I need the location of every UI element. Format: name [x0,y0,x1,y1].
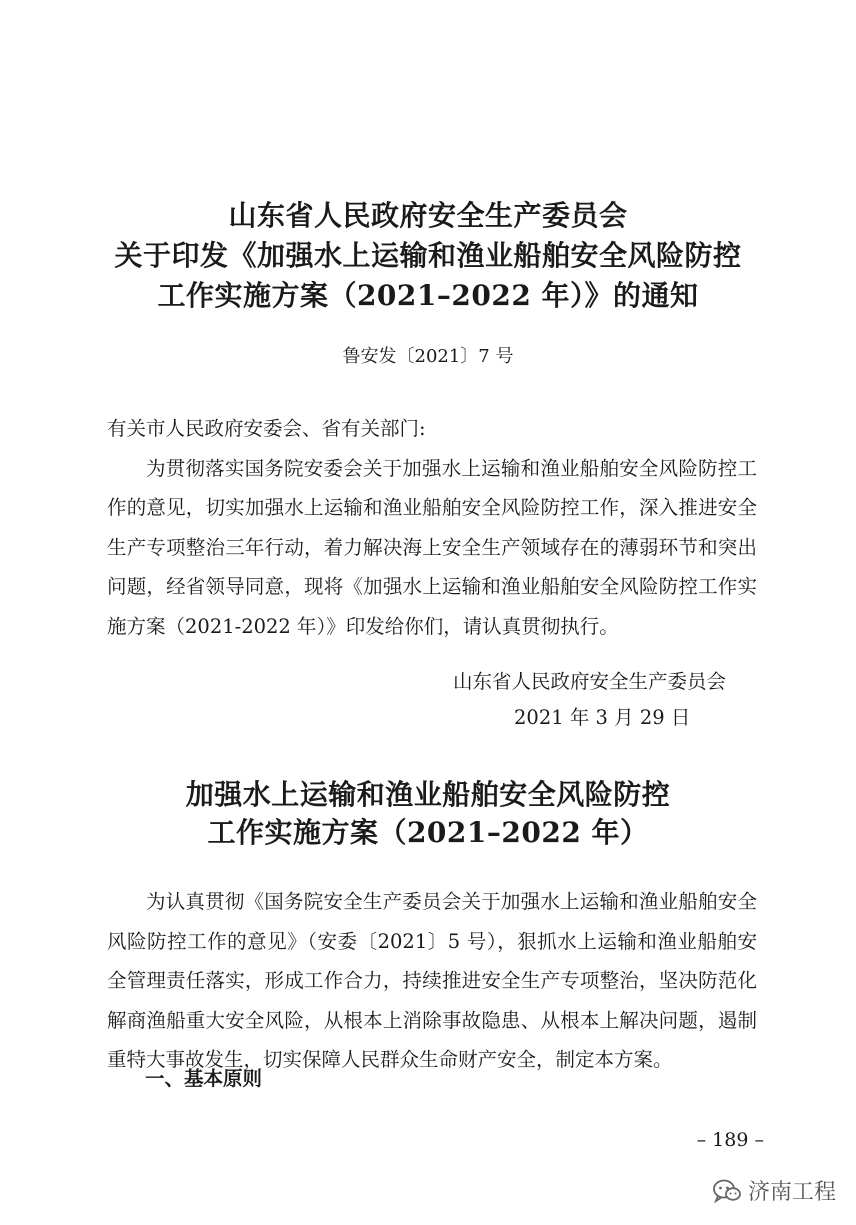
section-heading-basic-principles: 一、基本原则 [145,1067,263,1090]
signature-organization: 山东省人民政府安全生产委员会 [453,670,727,693]
page-number: – 189 – [696,1129,764,1151]
salutation: 有关市人民政府安委会、省有关部门: [107,417,426,440]
wechat-icon [712,1178,742,1204]
notice-title-line-1: 山东省人民政府安全生产委员会 [228,199,628,232]
plan-intro-paragraph: 为认真贯彻《国务院安全生产委员会关于加强水上运输和渔业船舶安全风险防控工作的意见》（安委〔2021〕5 号），狠抓水上运输和渔业船舶安全管理责任落实，形成工作合力，持续推进安全生产专项整治，坚决防范化解商渔船重大安全风险，从根本上消除事故隐患、从根本上解决问题，遏制重特大事故发生，切实保障人民群众生命财产安全，制定本方案。 [107,890,757,1071]
plan-intro [107,882,757,1080]
notice-paragraph: 为贯彻落实国务院安委会关于加强水上运输和渔业船舶安全风险防控工作的意见，切实加强水上运输和渔业船舶安全风险防控工作，深入推进安全生产专项整治三年行动，着力解决海上安全生产领域存在的薄弱环节和突出问题，经省领导同意，现将《加强水上运输和渔业船舶安全风险防控工作实施方案（2021-2022 年）》印发给你们，请认真贯彻执行。 [107,456,757,638]
watermark-text: 济南工程 [747,1180,836,1205]
plan-title-line-2: 工作实施方案（2021–2022 年） [207,816,649,849]
notice-body [107,409,757,646]
plan-title-line-1: 加强水上运输和渔业船舶安全风险防控 [185,778,671,811]
document-number: 鲁安发〔2021〕7 号 [342,346,514,367]
signature-date: 2021 年 3 月 29 日 [514,706,691,729]
wechat-watermark [712,1175,836,1206]
notice-title-line-3: 工作实施方案（2021–2022 年）》的通知 [157,279,699,312]
notice-title-line-2: 关于印发《加强水上运输和渔业船舶安全风险防控 [114,239,742,272]
